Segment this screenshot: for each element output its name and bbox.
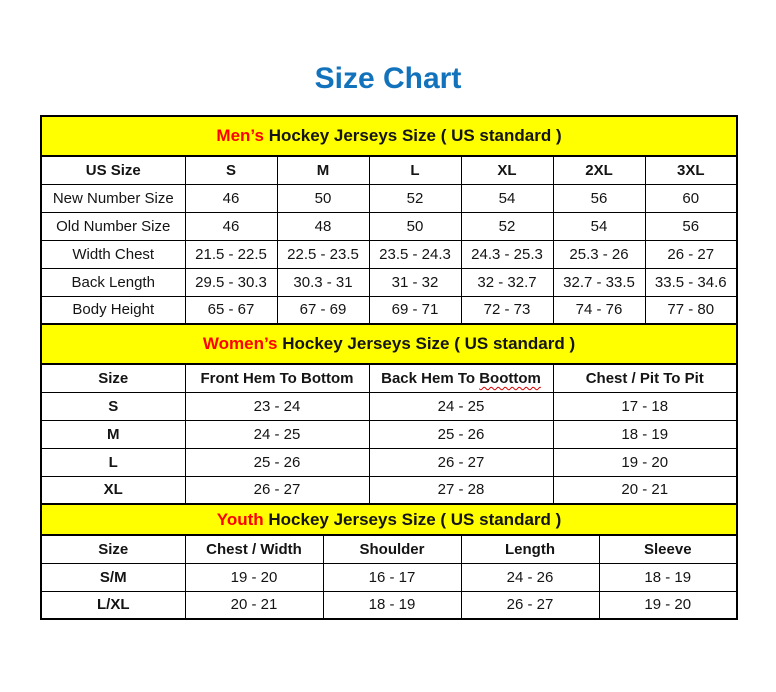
table-cell: 77 - 80 <box>645 296 737 324</box>
table-cell: 19 - 20 <box>599 591 737 619</box>
row-label: Back Length <box>41 268 185 296</box>
table-cell: 25 - 26 <box>369 420 553 448</box>
column-header: S <box>185 156 277 184</box>
table-cell: 17 - 18 <box>553 392 737 420</box>
table-cell: 23.5 - 24.3 <box>369 240 461 268</box>
column-header: Front Hem To Bottom <box>185 364 369 392</box>
table-cell: 52 <box>461 212 553 240</box>
womens-highlight-text: Women’s <box>202 334 278 353</box>
mens-section-title <box>41 116 737 156</box>
table-cell: 18 - 19 <box>323 591 461 619</box>
table-cell: 26 - 27 <box>369 448 553 476</box>
table-cell: 25 - 26 <box>185 448 369 476</box>
size-chart-container <box>40 115 736 620</box>
table-cell: 26 - 27 <box>461 591 599 619</box>
table-cell: 24 - 25 <box>185 420 369 448</box>
table-cell: 18 - 19 <box>553 420 737 448</box>
column-header: 2XL <box>553 156 645 184</box>
row-label: Width Chest <box>41 240 185 268</box>
table-cell: 19 - 20 <box>185 563 323 591</box>
table-cell: 32 - 32.7 <box>461 268 553 296</box>
column-header: US Size <box>41 156 185 184</box>
table-cell: 52 <box>369 184 461 212</box>
table-row <box>41 420 737 448</box>
table-cell: 30.3 - 31 <box>277 268 369 296</box>
table-cell: 50 <box>277 184 369 212</box>
table-cell: 26 - 27 <box>185 476 369 504</box>
table-row <box>41 448 737 476</box>
mens-title-text: Hockey Jerseys Size ( US standard ) <box>263 126 562 145</box>
table-row <box>41 184 737 212</box>
youth-section-title <box>41 504 737 535</box>
row-label: L <box>41 448 185 476</box>
column-header: L <box>369 156 461 184</box>
table-row <box>41 364 737 392</box>
womens-section-band <box>41 324 737 364</box>
womens-size-table <box>40 323 738 505</box>
table-cell: 32.7 - 33.5 <box>553 268 645 296</box>
table-cell: 29.5 - 30.3 <box>185 268 277 296</box>
column-header: M <box>277 156 369 184</box>
column-header: XL <box>461 156 553 184</box>
table-cell: 56 <box>645 212 737 240</box>
table-cell: 18 - 19 <box>599 563 737 591</box>
table-cell: 20 - 21 <box>185 591 323 619</box>
column-header: 3XL <box>645 156 737 184</box>
table-cell: 48 <box>277 212 369 240</box>
table-cell: 23 - 24 <box>185 392 369 420</box>
table-cell: 20 - 21 <box>553 476 737 504</box>
table-row <box>41 212 737 240</box>
column-header: Size <box>41 535 185 563</box>
table-row <box>41 476 737 504</box>
table-cell: 24 - 26 <box>461 563 599 591</box>
row-label: L/XL <box>41 591 185 619</box>
column-header: Length <box>461 535 599 563</box>
row-label: Body Height <box>41 296 185 324</box>
table-cell: 46 <box>185 184 277 212</box>
table-cell: 24 - 25 <box>369 392 553 420</box>
row-label: S/M <box>41 563 185 591</box>
table-cell: 54 <box>553 212 645 240</box>
table-cell: 74 - 76 <box>553 296 645 324</box>
womens-title-text: Hockey Jerseys Size ( US standard ) <box>277 334 576 353</box>
table-cell: 19 - 20 <box>553 448 737 476</box>
table-row <box>41 240 737 268</box>
row-label: S <box>41 392 185 420</box>
table-row <box>41 563 737 591</box>
row-label: XL <box>41 476 185 504</box>
table-row <box>41 268 737 296</box>
table-cell: 50 <box>369 212 461 240</box>
column-header: Size <box>41 364 185 392</box>
page-title: Size Chart <box>314 62 462 95</box>
table-row <box>41 296 737 324</box>
table-cell: 25.3 - 26 <box>553 240 645 268</box>
table-row <box>41 591 737 619</box>
table-cell: 21.5 - 22.5 <box>185 240 277 268</box>
table-cell: 33.5 - 34.6 <box>645 268 737 296</box>
table-cell: 60 <box>645 184 737 212</box>
column-header: Chest / Pit To Pit <box>553 364 737 392</box>
mens-section-band <box>41 116 737 156</box>
table-cell: 46 <box>185 212 277 240</box>
table-row <box>41 156 737 184</box>
womens-section-title <box>41 324 737 364</box>
table-cell: 22.5 - 23.5 <box>277 240 369 268</box>
table-cell: 16 - 17 <box>323 563 461 591</box>
mens-size-table <box>40 115 738 325</box>
table-cell: 69 - 71 <box>369 296 461 324</box>
row-label: New Number Size <box>41 184 185 212</box>
youth-highlight-text: Youth <box>216 509 264 529</box>
table-cell: 26 - 27 <box>645 240 737 268</box>
column-header: Shoulder <box>323 535 461 563</box>
misspelled-word: Boottom <box>479 369 541 387</box>
column-header: Back Hem To Boottom <box>369 364 553 392</box>
table-cell: 72 - 73 <box>461 296 553 324</box>
youth-title-text: Hockey Jerseys Size ( US standard ) <box>263 509 562 529</box>
column-header: Sleeve <box>599 535 737 563</box>
youth-section-band <box>41 504 737 535</box>
row-label: Old Number Size <box>41 212 185 240</box>
table-cell: 31 - 32 <box>369 268 461 296</box>
table-row <box>41 535 737 563</box>
table-cell: 54 <box>461 184 553 212</box>
table-cell: 65 - 67 <box>185 296 277 324</box>
column-header: Chest / Width <box>185 535 323 563</box>
table-cell: 27 - 28 <box>369 476 553 504</box>
table-cell: 67 - 69 <box>277 296 369 324</box>
table-cell: 56 <box>553 184 645 212</box>
youth-size-table <box>40 503 738 620</box>
table-cell: 24.3 - 25.3 <box>461 240 553 268</box>
mens-highlight-text: Men’s <box>216 126 264 145</box>
table-row <box>41 392 737 420</box>
row-label: M <box>41 420 185 448</box>
